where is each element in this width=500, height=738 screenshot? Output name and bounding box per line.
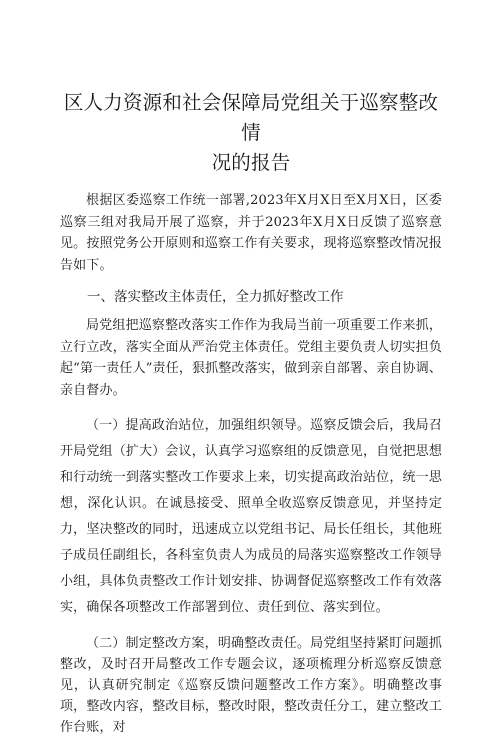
title-line-1: 区人力资源和社会保障局党组关于巡察整改情 — [63, 91, 439, 144]
section-1-paragraph: 局党组把巡察整改落实工作作为我局当前一项重要工作来抓，立行立改，落实全面从严治党主体责任。党组主要负责人切实担负起“第一责任人”责任，狠抓整改落实，做到亲自部署、亲自协调、亲自督办。 — [60, 318, 442, 398]
title-line-2: 况的报告 — [211, 151, 291, 174]
intro-paragraph: 根据区委巡察工作统一部署,2023年X月X日至X月X日，区委巡察三组对我局开展了巡察，并于2023年X月X日反馈了巡察意见。按照党务公开原则和巡察工作有关要求，现将巡察整改情况报告如下。 — [60, 193, 442, 273]
document-title — [60, 88, 442, 178]
section-1-heading: 一、落实整改主体责任，全力抓好整改工作 — [87, 289, 344, 305]
subsection-1-paragraph: （一）提高政治站位，加强组织领导。巡察反馈会后，我局召开局党组（扩大）会议，认真学习巡察组的反馈意见，自觉把思想和行动统一到落实整改工作要求上来，切实提高政治站位，统一思想，深化认识。在诚恳接受、照单全收巡察反馈意见，并坚持定力，坚决整改的同时，迅速成立以党组书记、局长任组长，其他班子成员任副组长，各科室负责人为成员的局落实巡察整改工作领导小组，具体负责整改工作计划安排、协调督促巡察整改工作有效落实，确保各项整改工作部署到位、责任到位、落实到位。 — [60, 418, 442, 615]
subsection-2-paragraph: （二）制定整改方案，明确整改责任。局党组坚持紧盯问题抓整改，及时召开局整改工作专题会议，逐项梳理分析巡察反馈意见，认真研究制定《巡察反馈问题整改工作方案》。明确整改事项，整改内容，整改目标，整改时限，整改责任分工，建立整改工作台账，对 — [60, 636, 442, 735]
